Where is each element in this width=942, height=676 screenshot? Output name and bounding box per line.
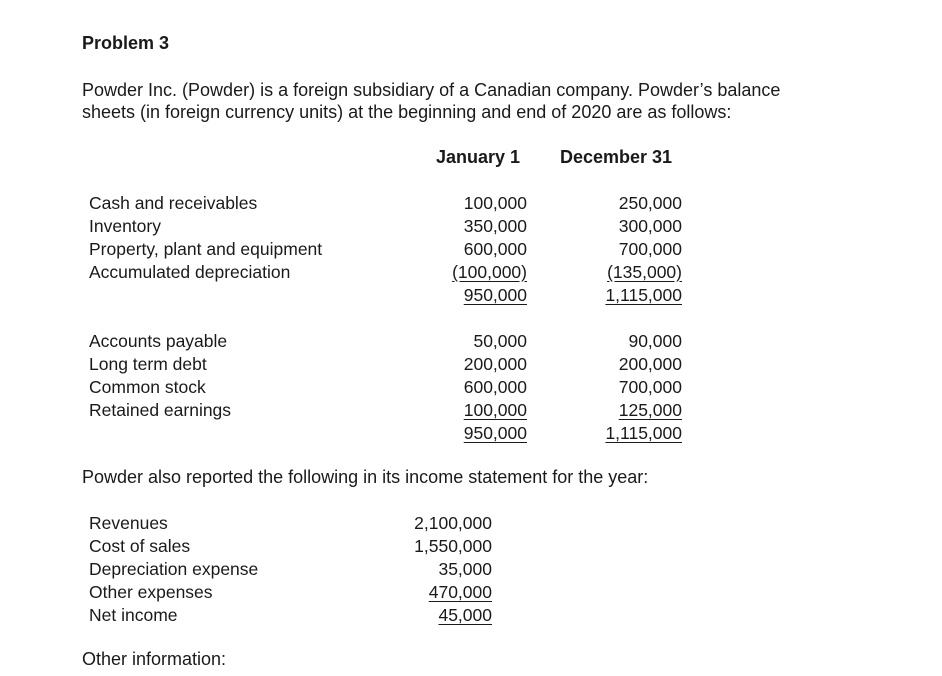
problem-title: Problem 3 bbox=[82, 33, 170, 53]
label-retained-earnings: Retained earnings bbox=[89, 400, 232, 420]
label-ltd: Long term debt bbox=[89, 354, 207, 374]
value: 35,000 bbox=[438, 559, 492, 579]
income-labels bbox=[89, 512, 258, 627]
value: 200,000 bbox=[618, 354, 682, 374]
total: 950,000 bbox=[463, 423, 527, 443]
value: 100,000 bbox=[463, 193, 527, 213]
label-inventory: Inventory bbox=[89, 216, 161, 236]
asset-jan-column bbox=[400, 192, 527, 307]
income-intro: Powder also reported the following in its income statement for the year: bbox=[82, 467, 649, 487]
value: 600,000 bbox=[463, 239, 527, 259]
value: (100,000) bbox=[452, 262, 527, 282]
asset-labels bbox=[89, 192, 322, 284]
liability-jan-column bbox=[400, 330, 527, 445]
income-values-column bbox=[372, 512, 492, 627]
label-cash: Cash and receivables bbox=[89, 193, 258, 213]
intro-line-2: sheets (in foreign currency units) at the beginning and end of 2020 are as follows: bbox=[82, 102, 732, 122]
value: 300,000 bbox=[618, 216, 682, 236]
label-other-expenses: Other expenses bbox=[89, 582, 213, 602]
value: 350,000 bbox=[463, 216, 527, 236]
asset-dec-column bbox=[555, 192, 682, 307]
label-depreciation: Depreciation expense bbox=[89, 559, 259, 579]
value: (135,000) bbox=[607, 262, 682, 282]
value: 700,000 bbox=[618, 377, 682, 397]
intro-line-1: Powder Inc. (Powder) is a foreign subsidiary of a Canadian company. Powder’s balance bbox=[82, 80, 781, 100]
label-cost-of-sales: Cost of sales bbox=[89, 536, 191, 556]
value: 125,000 bbox=[618, 400, 682, 420]
value: 700,000 bbox=[618, 239, 682, 259]
label-accum-dep: Accumulated depreciation bbox=[89, 262, 291, 282]
value: 470,000 bbox=[428, 582, 492, 602]
label-ap: Accounts payable bbox=[89, 331, 228, 351]
liability-dec-column bbox=[555, 330, 682, 445]
total: 45,000 bbox=[438, 605, 492, 625]
label-net-income: Net income bbox=[89, 605, 178, 625]
header-january: January 1 bbox=[436, 147, 521, 167]
value: 2,100,000 bbox=[414, 513, 492, 533]
value: 200,000 bbox=[463, 354, 527, 374]
value: 1,550,000 bbox=[414, 536, 492, 556]
liability-labels bbox=[89, 330, 231, 422]
label-common-stock: Common stock bbox=[89, 377, 206, 397]
label-ppe: Property, plant and equipment bbox=[89, 239, 323, 259]
value: 250,000 bbox=[618, 193, 682, 213]
total: 1,115,000 bbox=[605, 285, 682, 305]
total: 1,115,000 bbox=[605, 423, 682, 443]
header-december: December 31 bbox=[560, 147, 673, 167]
value: 600,000 bbox=[463, 377, 527, 397]
intro-paragraph bbox=[82, 79, 780, 123]
value: 100,000 bbox=[463, 400, 527, 420]
value: 90,000 bbox=[628, 331, 682, 351]
value: 50,000 bbox=[473, 331, 527, 351]
label-revenues: Revenues bbox=[89, 513, 168, 533]
total: 950,000 bbox=[463, 285, 527, 305]
other-information: Other information: bbox=[82, 649, 227, 669]
